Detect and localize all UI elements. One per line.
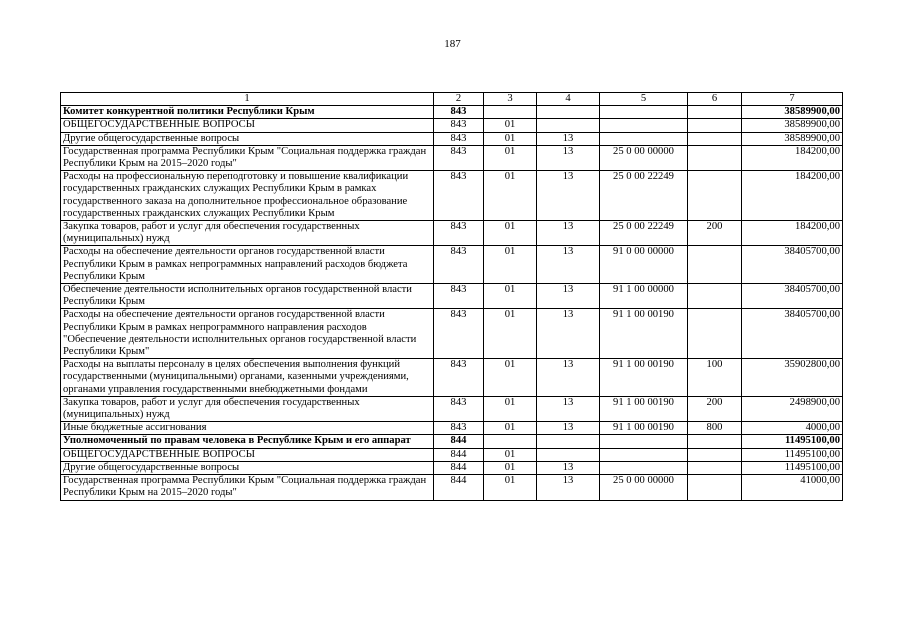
subsection-code: 13: [537, 171, 600, 221]
expense-type-code: [688, 132, 742, 145]
ministry-code: 843: [434, 145, 484, 170]
table-row: [61, 475, 843, 500]
section-code: 01: [484, 359, 537, 397]
ministry-code: 844: [434, 475, 484, 500]
table-row: [61, 435, 843, 448]
section-code: 01: [484, 396, 537, 421]
subsection-code: [537, 435, 600, 448]
budget-item-name: Обеспечение деятельности исполнительных органов государственной власти Республики Крым: [61, 284, 434, 309]
amount-value: 38405700,00: [742, 246, 843, 284]
amount-value: 38589900,00: [742, 132, 843, 145]
table-row: [61, 309, 843, 359]
column-header-4: 4: [537, 93, 600, 106]
section-code: 01: [484, 461, 537, 474]
amount-value: 11495100,00: [742, 448, 843, 461]
expense-type-code: [688, 475, 742, 500]
ministry-code: 844: [434, 448, 484, 461]
section-code: 01: [484, 422, 537, 435]
ministry-code: 843: [434, 284, 484, 309]
budget-table-body: [61, 106, 843, 500]
ministry-code: 843: [434, 106, 484, 119]
subsection-code: 13: [537, 359, 600, 397]
expense-type-code: [688, 448, 742, 461]
budget-item-name: Расходы на профессиональную переподготовку и повышение квалификации государственных гражданских служащих Республики Крым в рамках государственного заказа на дополнительное профессиональное образование государственных гражданских служащих Республики Крым: [61, 171, 434, 221]
ministry-code: 844: [434, 435, 484, 448]
amount-value: 41000,00: [742, 475, 843, 500]
table-row: [61, 359, 843, 397]
target-article-code: [600, 435, 688, 448]
target-article-code: 25 0 00 22249: [600, 221, 688, 246]
table-row: [61, 119, 843, 132]
expense-type-code: [688, 435, 742, 448]
target-article-code: 91 1 00 00000: [600, 284, 688, 309]
table-row: [61, 461, 843, 474]
ministry-code: 843: [434, 221, 484, 246]
ministry-code: 843: [434, 132, 484, 145]
section-code: 01: [484, 145, 537, 170]
column-header-7: 7: [742, 93, 843, 106]
target-article-code: 25 0 00 22249: [600, 171, 688, 221]
budget-item-name: Государственная программа Республики Крым "Социальная поддержка граждан Республики Крым на 2015–2020 годы": [61, 145, 434, 170]
subsection-code: 13: [537, 284, 600, 309]
amount-value: 38589900,00: [742, 119, 843, 132]
subsection-code: 13: [537, 132, 600, 145]
section-code: 01: [484, 132, 537, 145]
table-row: [61, 221, 843, 246]
target-article-code: 91 1 00 00190: [600, 422, 688, 435]
subsection-code: 13: [537, 145, 600, 170]
table-row: [61, 171, 843, 221]
budget-item-name: Другие общегосударственные вопросы: [61, 461, 434, 474]
table-row: [61, 246, 843, 284]
budget-item-name: Другие общегосударственные вопросы: [61, 132, 434, 145]
section-code: 01: [484, 119, 537, 132]
subsection-code: 13: [537, 396, 600, 421]
amount-value: 184200,00: [742, 221, 843, 246]
subsection-code: 13: [537, 221, 600, 246]
budget-item-name: Комитет конкурентной политики Республики Крым: [61, 106, 434, 119]
expense-type-code: [688, 461, 742, 474]
ministry-code: 843: [434, 171, 484, 221]
subsection-code: 13: [537, 246, 600, 284]
budget-item-name: Расходы на обеспечение деятельности органов государственной власти Республики Крым в рамках непрограммного направления расходов "Обеспечение деятельности исполнительных органов государственной власти Республики Крым": [61, 309, 434, 359]
target-article-code: 91 1 00 00190: [600, 309, 688, 359]
section-code: [484, 435, 537, 448]
ministry-code: 843: [434, 119, 484, 132]
amount-value: 184200,00: [742, 145, 843, 170]
table-row: [61, 422, 843, 435]
section-code: 01: [484, 246, 537, 284]
target-article-code: [600, 132, 688, 145]
ministry-code: 843: [434, 359, 484, 397]
target-article-code: 25 0 00 00000: [600, 475, 688, 500]
amount-value: 35902800,00: [742, 359, 843, 397]
budget-item-name: Государственная программа Республики Крым "Социальная поддержка граждан Республики Крым на 2015–2020 годы": [61, 475, 434, 500]
budget-item-name: Закупка товаров, работ и услуг для обеспечения государственных (муниципальных) нужд: [61, 396, 434, 421]
amount-value: 11495100,00: [742, 461, 843, 474]
expense-type-code: [688, 145, 742, 170]
expense-type-code: 100: [688, 359, 742, 397]
expense-type-code: 200: [688, 221, 742, 246]
table-row: [61, 145, 843, 170]
table-row: [61, 448, 843, 461]
target-article-code: 91 1 00 00190: [600, 396, 688, 421]
target-article-code: [600, 448, 688, 461]
amount-value: 4000,00: [742, 422, 843, 435]
column-header-6: 6: [688, 93, 742, 106]
expense-type-code: [688, 171, 742, 221]
expense-type-code: 200: [688, 396, 742, 421]
target-article-code: [600, 461, 688, 474]
subsection-code: 13: [537, 461, 600, 474]
ministry-code: 843: [434, 309, 484, 359]
target-article-code: 25 0 00 00000: [600, 145, 688, 170]
ministry-code: 843: [434, 396, 484, 421]
expense-type-code: [688, 309, 742, 359]
ministry-code: 843: [434, 246, 484, 284]
subsection-code: [537, 448, 600, 461]
subsection-code: [537, 119, 600, 132]
ministry-code: 844: [434, 461, 484, 474]
table-row: [61, 396, 843, 421]
budget-item-name: ОБЩЕГОСУДАРСТВЕННЫЕ ВОПРОСЫ: [61, 448, 434, 461]
amount-value: 38405700,00: [742, 284, 843, 309]
amount-value: 38405700,00: [742, 309, 843, 359]
target-article-code: 91 0 00 00000: [600, 246, 688, 284]
table-row: [61, 132, 843, 145]
target-article-code: [600, 119, 688, 132]
section-code: 01: [484, 309, 537, 359]
page-number: 187: [444, 38, 461, 50]
subsection-code: 13: [537, 422, 600, 435]
column-header-5: 5: [600, 93, 688, 106]
section-code: [484, 106, 537, 119]
section-code: 01: [484, 221, 537, 246]
amount-value: 11495100,00: [742, 435, 843, 448]
table-row: [61, 284, 843, 309]
amount-value: 38589900,00: [742, 106, 843, 119]
column-header-3: 3: [484, 93, 537, 106]
subsection-code: 13: [537, 309, 600, 359]
section-code: 01: [484, 475, 537, 500]
table-row: [61, 106, 843, 119]
budget-item-name: Иные бюджетные ассигнования: [61, 422, 434, 435]
amount-value: 184200,00: [742, 171, 843, 221]
column-number-row: [61, 93, 843, 106]
budget-item-name: ОБЩЕГОСУДАРСТВЕННЫЕ ВОПРОСЫ: [61, 119, 434, 132]
budget-table: [60, 92, 843, 501]
column-header-1: 1: [61, 93, 434, 106]
budget-item-name: Расходы на обеспечение деятельности органов государственной власти Республики Крым в рамках непрограммных направлений расходов бюджета Республики Крым: [61, 246, 434, 284]
ministry-code: 843: [434, 422, 484, 435]
budget-item-name: Расходы на выплаты персоналу в целях обеспечения выполнения функций государственными (муниципальными) органами, казенными учреждениями, органами управления государственными внебюджетными фондами: [61, 359, 434, 397]
budget-item-name: Закупка товаров, работ и услуг для обеспечения государственных (муниципальных) нужд: [61, 221, 434, 246]
expense-type-code: 800: [688, 422, 742, 435]
subsection-code: 13: [537, 475, 600, 500]
expense-type-code: [688, 119, 742, 132]
target-article-code: [600, 106, 688, 119]
section-code: 01: [484, 448, 537, 461]
target-article-code: 91 1 00 00190: [600, 359, 688, 397]
amount-value: 2498900,00: [742, 396, 843, 421]
subsection-code: [537, 106, 600, 119]
expense-type-code: [688, 106, 742, 119]
expense-type-code: [688, 284, 742, 309]
section-code: 01: [484, 284, 537, 309]
budget-item-name: Уполномоченный по правам человека в Республике Крым и его аппарат: [61, 435, 434, 448]
section-code: 01: [484, 171, 537, 221]
expense-type-code: [688, 246, 742, 284]
column-header-2: 2: [434, 93, 484, 106]
